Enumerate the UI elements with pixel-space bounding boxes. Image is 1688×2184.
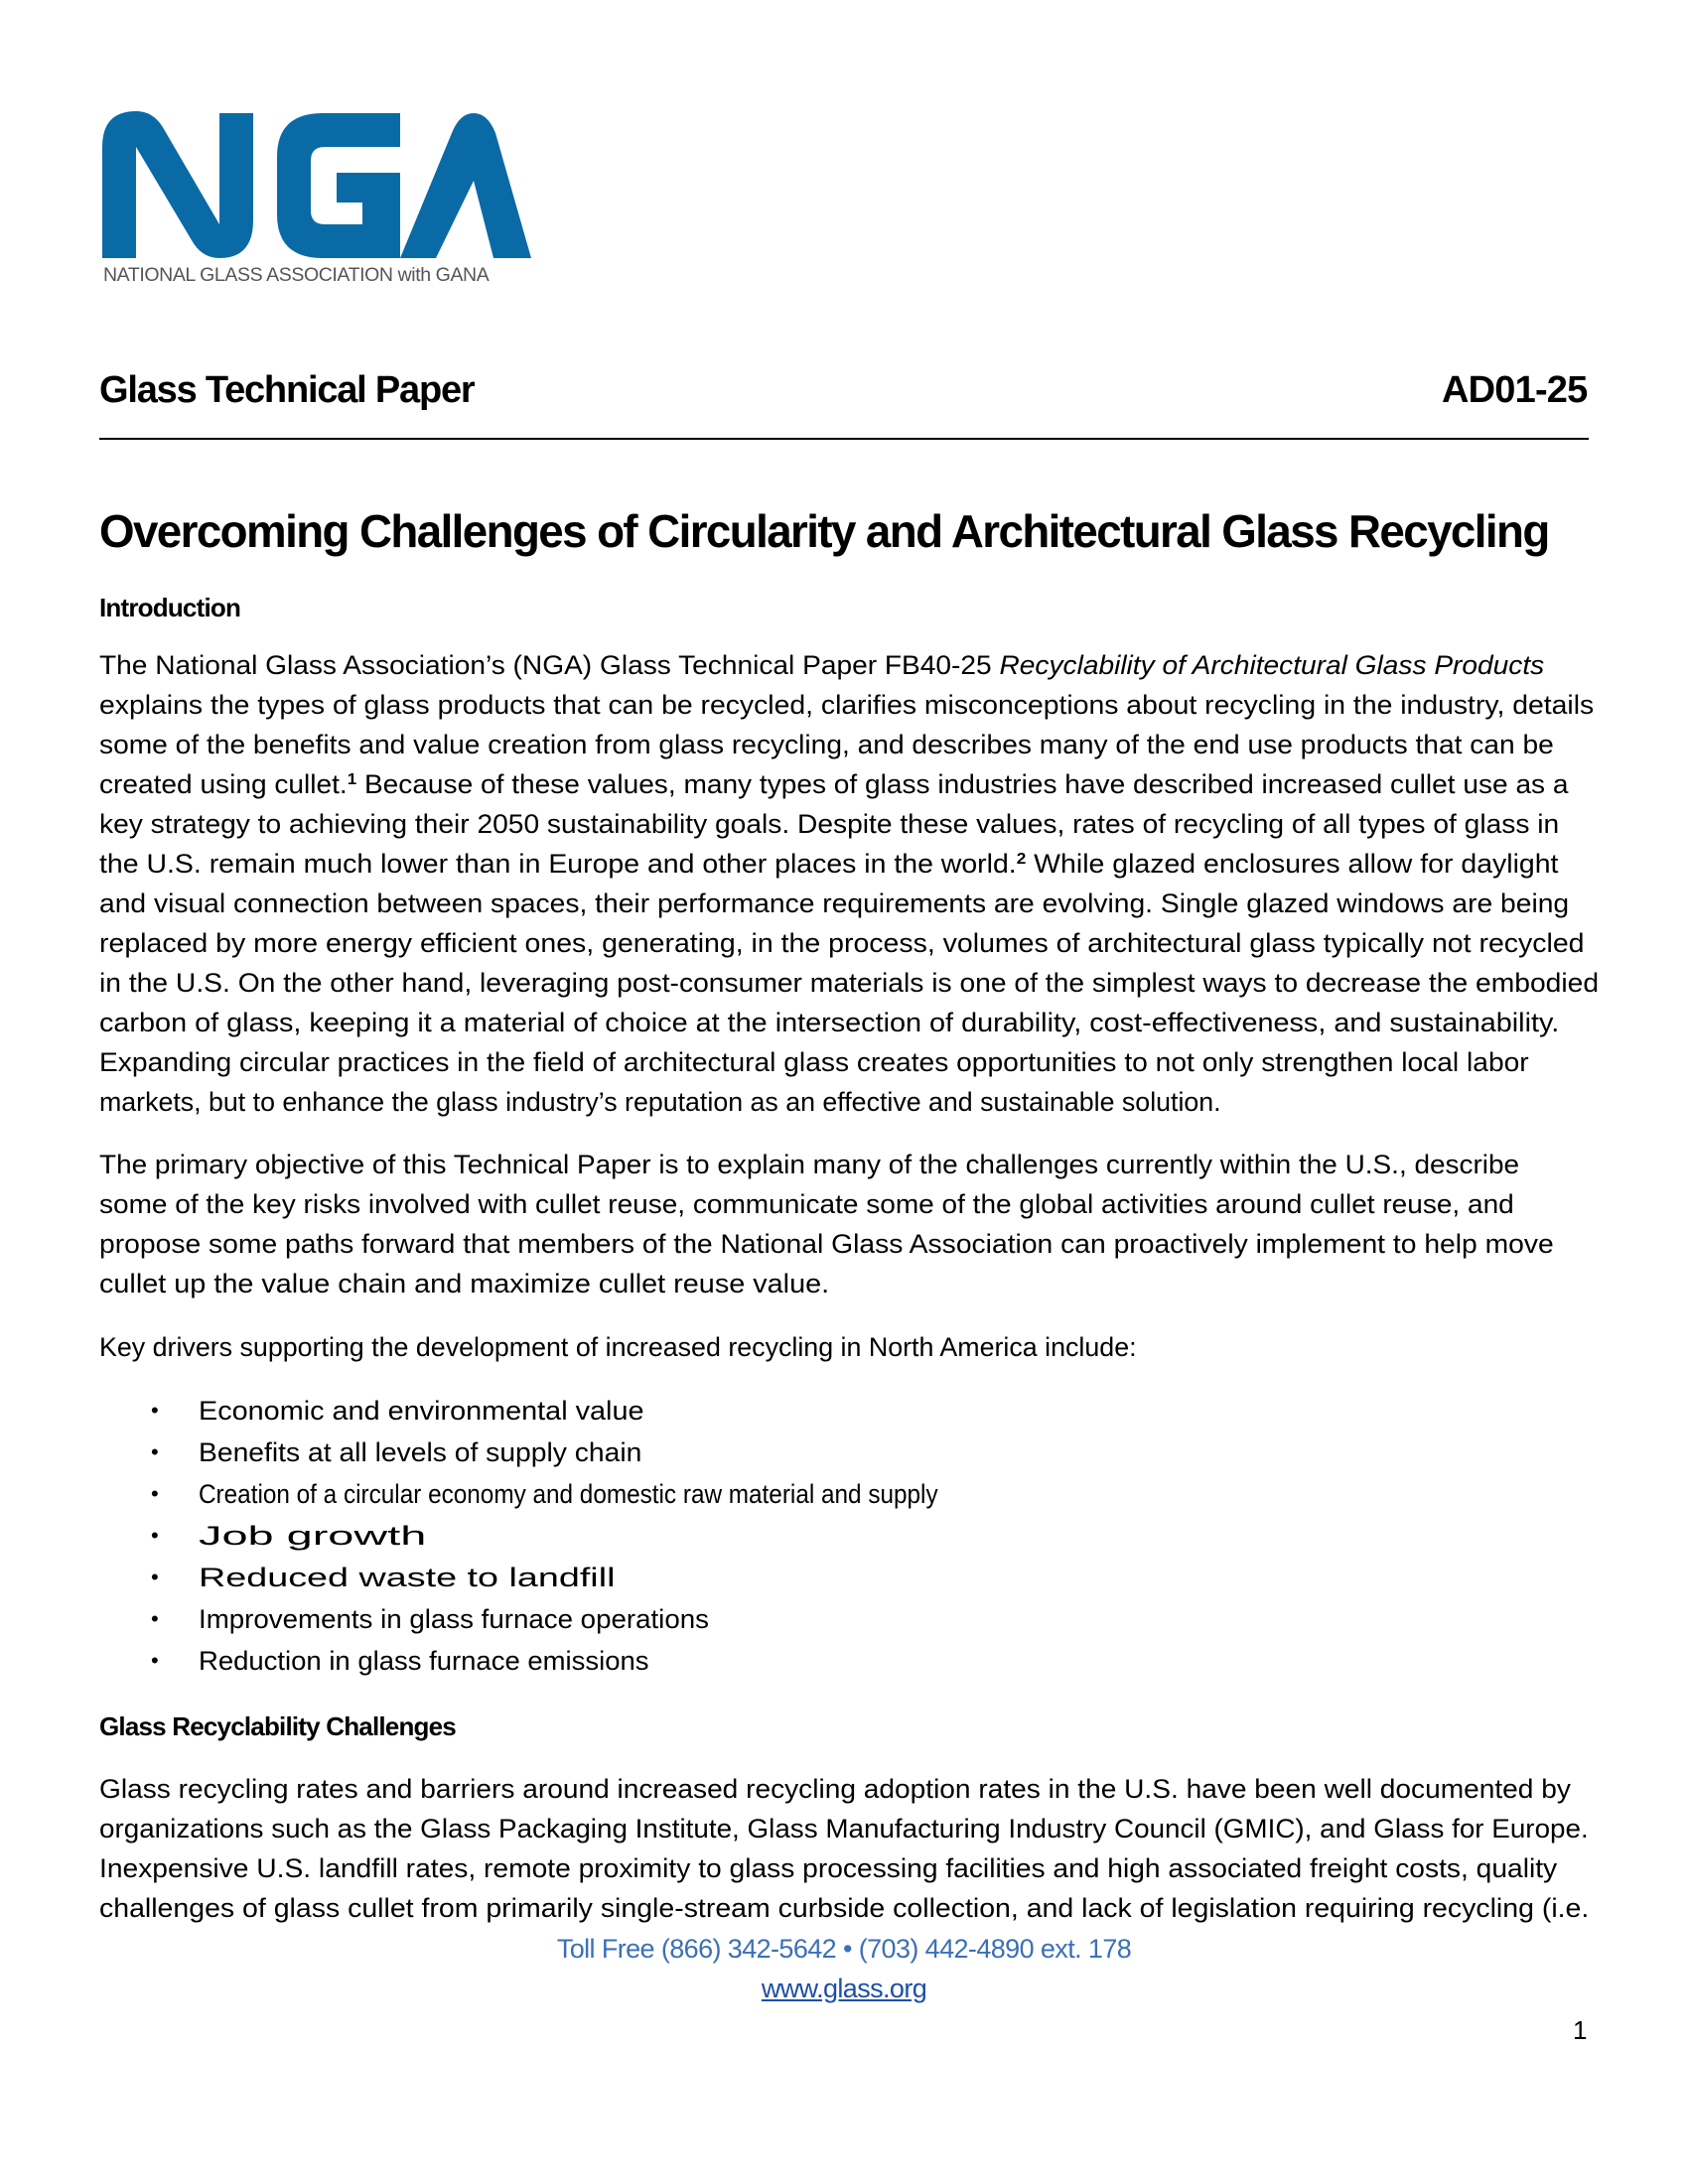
list-item-text: Reduced waste to landfill — [199, 1563, 616, 1592]
paragraph-line — [99, 1046, 1529, 1078]
paragraph-line: The primary objective of this Technical Paper is to explain many of the challenges currently within the U.S., describe — [99, 1150, 1520, 1179]
paragraph-line — [99, 927, 1585, 959]
list-item-text: Job growth — [199, 1521, 427, 1551]
bullet-icon: • — [151, 1398, 159, 1423]
paragraph-line — [99, 1007, 1559, 1038]
section-heading-challenges: Glass Recyclability Challenges — [99, 1711, 456, 1741]
text-run: explains the types of glass products that can be recycled, clarifies misconceptions about recycling in the industry, details — [99, 690, 1595, 720]
text-run: Because of these values, many types of glass industries have described increased cullet use as a — [356, 769, 1569, 799]
bullet-icon: • — [151, 1648, 159, 1673]
paragraph-line — [99, 848, 1558, 880]
list-item-text: Economic and environmental value — [199, 1396, 644, 1426]
bullet-icon: • — [151, 1481, 159, 1506]
text-run: markets, but to enhance the glass industry’s reputation as an effective and sustainable solution. — [99, 1087, 1221, 1117]
paragraph-line: Glass recycling rates and barriers around increased recycling adoption rates in the U.S. have been well documented by — [99, 1774, 1571, 1804]
footer-website-container — [0, 1974, 1688, 2004]
paragraph-line — [99, 729, 1554, 760]
text-run: created using cullet. — [99, 769, 348, 799]
text-run: some of the benefits and value creation from glass recycling, and describes many of the end use products that can be — [99, 730, 1554, 759]
list-item-text: Creation of a circular economy and domestic raw material and supply — [199, 1479, 938, 1509]
paragraph-line — [99, 967, 1599, 999]
text-run: the U.S. remain much lower than in Europe and other places in the world. — [99, 849, 1017, 879]
paragraph-line: some of the key risks involved with cullet reuse, communicate some of the global activities around cullet reuse, and — [99, 1189, 1514, 1219]
drivers-intro: Key drivers supporting the development of increased recycling in North America include: — [99, 1332, 1137, 1362]
nga-logo — [102, 107, 531, 288]
paragraph-line: cullet up the value chain and maximize cullet reuse value. — [99, 1269, 830, 1298]
nga-logo-mark — [102, 107, 531, 266]
footer-phone: Toll Free (866) 342-5642 • (703) 442-4890 ext. 178 — [556, 1934, 1132, 1964]
paragraph-line: challenges of glass cullet from primarily single-stream curbside collection, and lack of legislation requiring recycling (i.e. — [99, 1893, 1590, 1923]
text-run: The National Glass Association’s (NGA) Glass Technical Paper FB40-25 — [99, 650, 1000, 680]
page-title: Overcoming Challenges of Circularity and Architectural Glass Recycling — [99, 505, 1549, 557]
document-code: AD01-25 — [1442, 369, 1588, 411]
bullet-icon: • — [151, 1565, 159, 1589]
paragraph-line — [99, 768, 1569, 800]
list-item-text: Improvements in glass furnace operations — [199, 1604, 709, 1634]
bullet-icon: • — [151, 1606, 159, 1631]
list-item-text: Benefits at all levels of supply chain — [199, 1437, 642, 1467]
footnote-reference: 2 — [1016, 851, 1027, 868]
text-run: carbon of glass, keeping it a material of choice at the intersection of durability, cost-effectiveness, and sustainability. — [99, 1008, 1560, 1037]
document-type: Glass Technical Paper — [99, 369, 475, 411]
list-item-text: Reduction in glass furnace emissions — [199, 1646, 649, 1676]
paragraph-line — [99, 649, 1544, 681]
paragraph-line: organizations such as the Glass Packaging Institute, Glass Manufacturing Industry Council (GMIC), and Glass for Europe. — [99, 1814, 1589, 1843]
paragraph-line — [99, 808, 1559, 840]
text-run: and visual connection between spaces, their performance requirements are evolving. Single glazed windows are being — [99, 888, 1570, 918]
paragraph-line — [99, 689, 1594, 721]
logo-letter-n — [102, 111, 253, 258]
header-divider — [99, 438, 1589, 440]
paragraph-line: propose some paths forward that members of the National Glass Association can proactively implement to help move — [99, 1229, 1554, 1259]
text-run: in the U.S. On the other hand, leveraging post-consumer materials is one of the simplest ways to decrease the embodied — [99, 968, 1600, 998]
bullet-icon: • — [151, 1439, 159, 1464]
bullet-icon: • — [151, 1523, 159, 1548]
logo-tagline: NATIONAL GLASS ASSOCIATION with GANA — [103, 264, 490, 286]
paragraph-line: Inexpensive U.S. landfill rates, remote proximity to glass processing facilities and high associated freight costs, quality — [99, 1853, 1558, 1883]
text-run: key strategy to achieving their 2050 sustainability goals. Despite these values, rates of recycling of all types of glass in — [99, 809, 1560, 839]
paragraph-line — [99, 887, 1569, 919]
page-number: 1 — [1573, 2015, 1588, 2045]
footer-website-link[interactable]: www.glass.org — [761, 1974, 927, 2003]
cited-paper-title: Recyclability of Architectural Glass Products — [999, 650, 1545, 680]
logo-letter-g — [277, 113, 400, 258]
paragraph-line — [99, 1086, 1221, 1118]
text-run: replaced by more energy efficient ones, generating, in the process, volumes of architectural glass typically not recycled — [99, 928, 1585, 958]
section-heading-introduction: Introduction — [99, 593, 241, 622]
text-run: Expanding circular practices in the field of architectural glass creates opportunities to not only strengthen local labor — [99, 1047, 1529, 1077]
text-run: While glazed enclosures allow for daylight — [1026, 849, 1559, 879]
logo-letter-a — [400, 113, 531, 258]
footnote-reference: 1 — [347, 771, 357, 788]
